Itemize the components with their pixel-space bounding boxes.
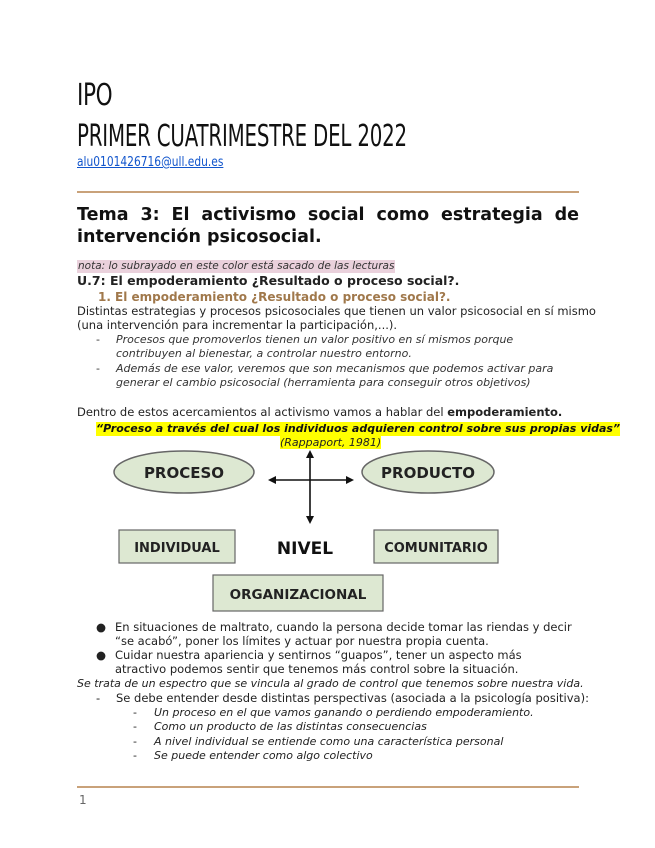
perspective-subitem: [133, 706, 534, 720]
dash-marker: -: [96, 691, 101, 705]
list-number: 1.: [98, 290, 111, 304]
approach-prefix: Dentro de estos acercamientos al activismo vamos a hablar del: [77, 405, 448, 419]
bullet-text: Cuidar nuestra apariencia y sentirnos “guapos”, tener un aspecto más atractivo podemos sentir que tenemos más control sobre la situación.: [115, 648, 522, 676]
dash-item-text: Procesos que promoverlos tienen un valor positivo en sí mismos porque contribuyen al bienestar, a controlar nuestro entorno.: [116, 333, 514, 360]
proceso-label: PROCESO: [143, 464, 225, 482]
dash-item: [96, 333, 576, 361]
individual-label: INDIVIDUAL: [134, 541, 220, 556]
citation: (Rappaport, 1981): [280, 436, 382, 449]
perspective-subitem: [133, 749, 373, 763]
top-divider: [77, 191, 579, 193]
dash-marker: -: [133, 720, 137, 733]
intro-line-2: (una intervención para incrementar la participación,...).: [77, 318, 398, 332]
perspectives-text: Se debe entender desde distintas perspectivas (asociada a la psicología positiva):: [116, 691, 589, 705]
email-link[interactable]: alu0101426716@ull.edu.es: [77, 155, 224, 170]
perspectives-item: [96, 691, 589, 705]
numbered-heading-text: El empoderamiento ¿Resultado o proceso social?.: [115, 290, 451, 304]
intro-line-1: Distintas estrategias y procesos psicosociales que tienen un valor psicosocial en sí mismo: [77, 304, 596, 318]
perspective-subitem: [133, 720, 427, 734]
bullet-marker: ●: [96, 620, 107, 634]
arrow-up-head: [306, 450, 314, 458]
arrow-left-head: [268, 476, 276, 484]
document-subtitle: PRIMER CUATRIMESTRE DEL 2022: [77, 119, 407, 154]
perspective-subitem-text: Como un producto de las distintas consecuencias: [154, 720, 427, 733]
nota-highlight: nota: lo subrayado en este color está sacado de las lecturas: [78, 260, 395, 272]
dash-marker: -: [133, 735, 137, 748]
perspective-subitem-text: A nivel individual se entiende como una característica personal: [154, 735, 504, 748]
dash-marker: -: [96, 333, 100, 346]
dash-marker: -: [96, 362, 100, 375]
bullet-marker: ●: [96, 648, 107, 662]
bullet-item: [96, 648, 576, 676]
dash-marker: -: [133, 749, 137, 762]
nivel-label: NIVEL: [276, 539, 334, 559]
organizacional-label: ORGANIZACIONAL: [229, 587, 367, 603]
dash-item-text: Además de ese valor, veremos que son mecanismos que podemos activar para generar el cambio psicosocial (herramienta para conseguir otros objetivos): [116, 362, 554, 389]
comunitario-label: COMUNITARIO: [384, 541, 488, 556]
producto-label: PRODUCTO: [381, 464, 475, 482]
empowerment-diagram: [110, 448, 510, 618]
document-title: IPO: [77, 78, 113, 113]
dash-item: [96, 362, 576, 390]
tema-heading: Tema 3: El activismo social como estrategia de intervención psicosocial.: [77, 205, 579, 247]
arrow-right-head: [346, 476, 354, 484]
approach-bold: empoderamiento.: [447, 405, 563, 419]
numbered-heading: [98, 290, 450, 305]
bottom-divider: [77, 786, 579, 788]
perspective-subitem-text: Un proceso en el que vamos ganando o perdiendo empoderamiento.: [154, 706, 534, 719]
bullet-text: En situaciones de maltrato, cuando la persona decide tomar las riendas y decir “se acabó”, poner los límites y actuar por nuestra propia cuenta.: [115, 620, 572, 648]
perspective-subitem: [133, 735, 503, 749]
page-number: 1: [79, 793, 87, 807]
definition-quote: “Proceso a través del cual los individuos adquieren control sobre sus propias vidas”: [96, 422, 621, 435]
unit-heading: U.7: El empoderamiento ¿Resultado o proceso social?.: [77, 273, 460, 288]
spectrum-line: Se trata de un espectro que se vincula al grado de control que tenemos sobre nuestra vida.: [77, 677, 584, 690]
arrow-down-head: [306, 516, 314, 524]
perspective-subitem-text: Se puede entender como algo colectivo: [154, 749, 373, 762]
dash-marker: -: [133, 706, 137, 719]
approach-line: [77, 405, 562, 419]
bullet-item: [96, 620, 576, 648]
